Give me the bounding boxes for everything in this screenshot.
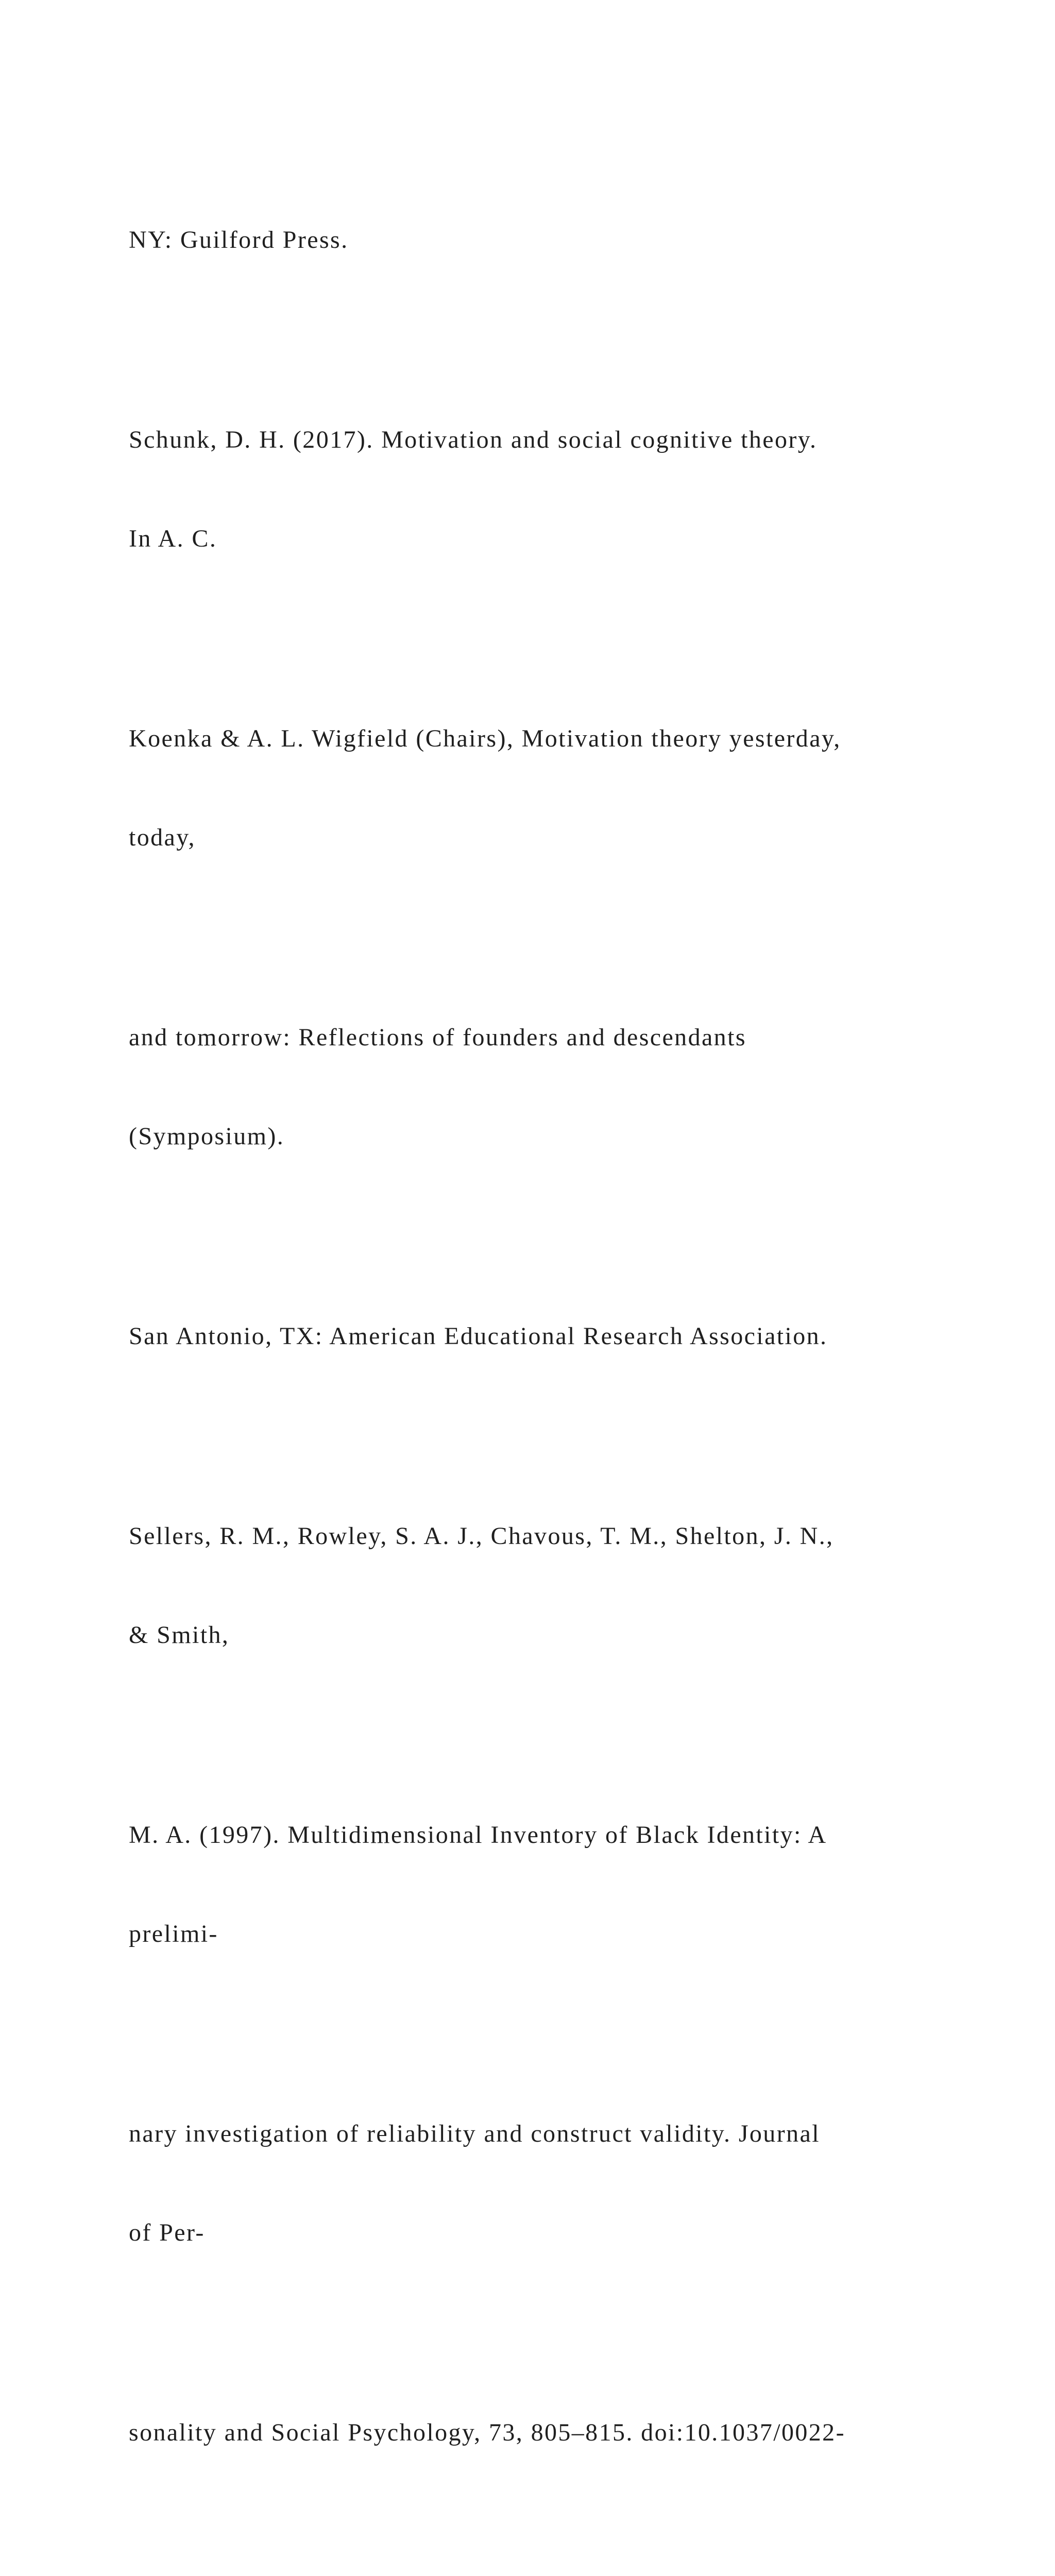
paragraph-10 [129,2550,963,2576]
text-line: M. A. (1997). Multidimensional Inventory of Black Identity: A [129,1821,827,1849]
text-line: sonality and Social Psychology, 73, 805–815. doi:10.1037/0022- [129,2419,845,2446]
text-line: of Per- [129,2219,205,2246]
text-line: prelimi- [129,1920,218,1947]
paragraph-3 [129,656,963,920]
text-line: today, [129,824,196,851]
text-line: & Smith, [129,1621,230,1649]
paragraph-2 [129,358,963,621]
paragraph-8 [129,2052,963,2315]
text-line: NY: Guilford Press. [129,226,349,253]
paragraph-1 [129,158,963,323]
text-line: and tomorrow: Reflections of founders and descendants [129,1024,746,1051]
text-line: nary investigation of reliability and construct validity. Journal [129,2120,820,2147]
text-line: In A. C. [129,525,217,552]
reference-list [129,158,963,2576]
paragraph-5 [129,1254,963,1419]
paragraph-9 [129,2350,963,2515]
paragraph-7 [129,1753,963,2016]
text-line: (Symposium). [129,1123,285,1150]
paragraph-4 [129,955,963,1219]
text-line: Koenka & A. L. Wigfield (Chairs), Motivation theory yesterday, [129,725,841,752]
text-line: Schunk, D. H. (2017). Motivation and social cognitive theory. [129,426,818,453]
text-line: San Antonio, TX: American Educational Research Association. [129,1323,828,1350]
text-line: Sellers, R. M., Rowley, S. A. J., Chavous, T. M., Shelton, J. N., [129,1522,834,1550]
paragraph-6 [129,1454,963,1718]
